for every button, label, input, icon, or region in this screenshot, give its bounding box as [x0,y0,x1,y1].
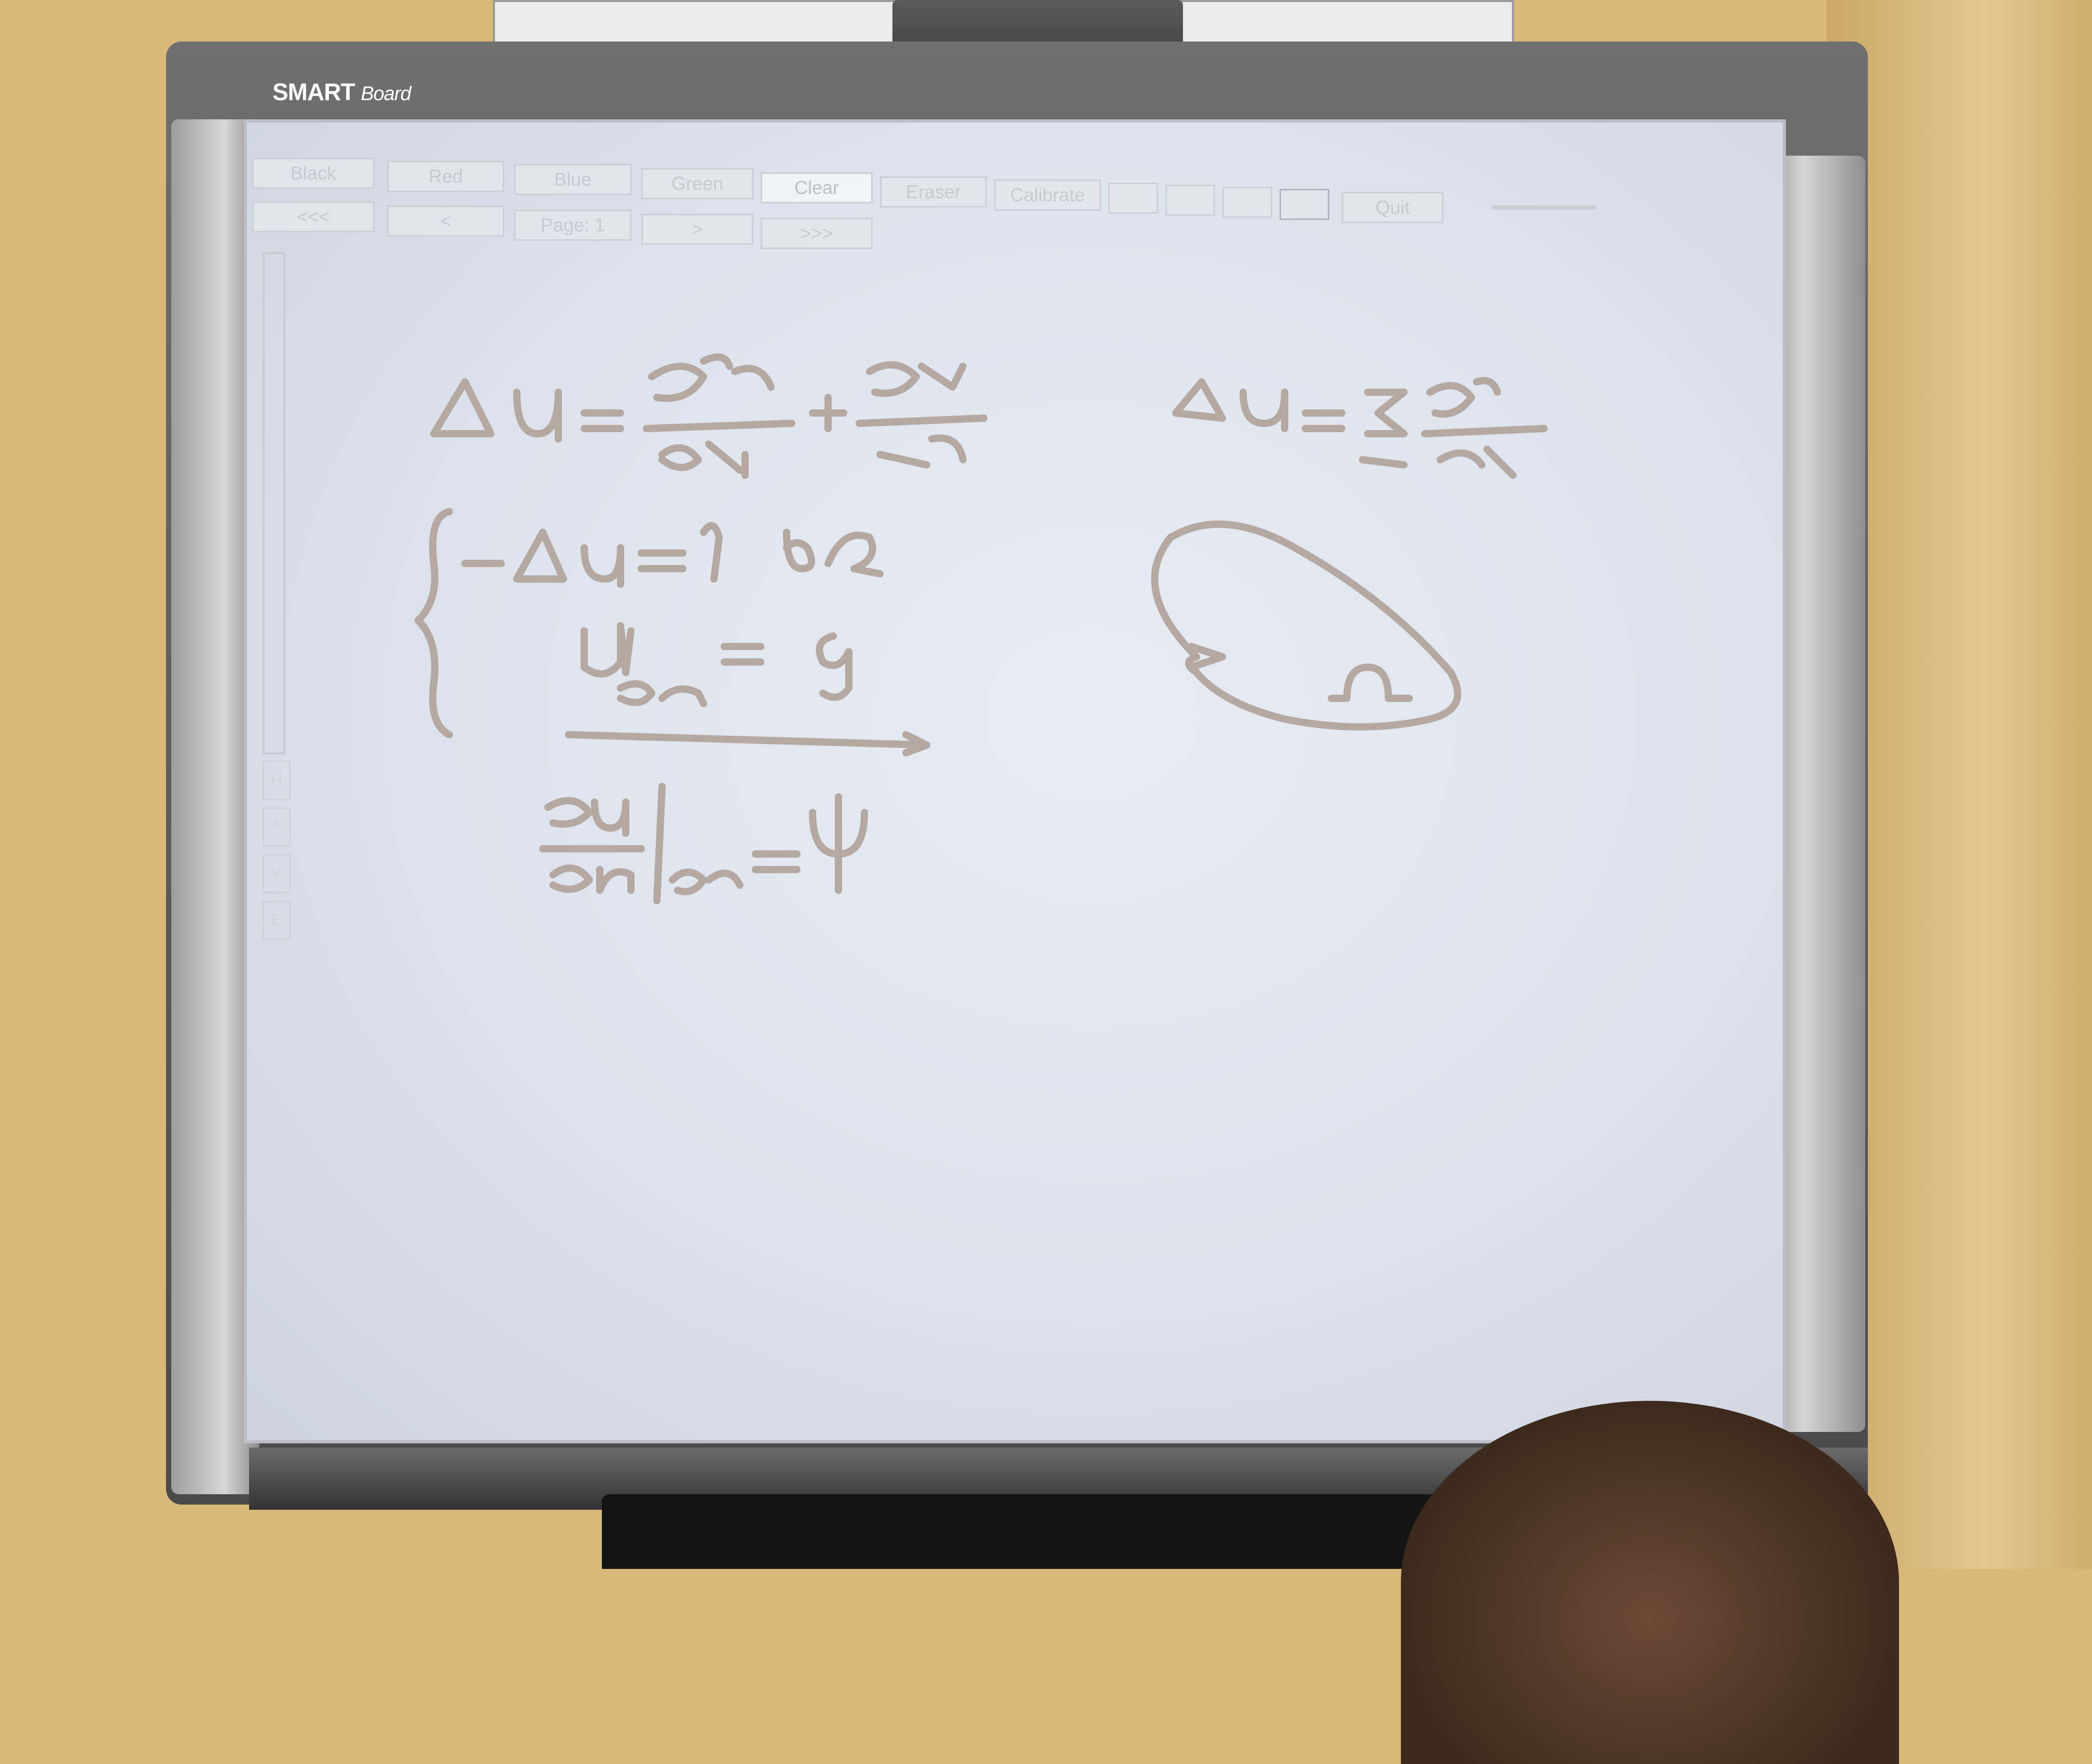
scroll-up-button[interactable]: ^ [263,807,291,847]
prev-page-button[interactable]: < [387,205,504,237]
page-indicator: Page: 1 [514,210,631,241]
color-blue-button[interactable]: Blue [514,164,631,195]
color-black-button[interactable]: Black [252,158,375,189]
clear-button[interactable]: Clear [761,172,873,203]
separator-arrow [569,735,927,753]
scroll-home-button[interactable]: H [263,761,291,800]
formula-poisson [465,526,880,584]
scroll-end-button[interactable]: E [263,901,291,940]
next-page-button[interactable]: > [641,214,753,245]
formula-laplacian-2d [434,357,984,475]
person-head [1401,1401,1899,1764]
brand-name: SMART [272,78,355,105]
formula-dirichlet [584,626,849,704]
color-red-button[interactable]: Red [387,161,504,192]
brand-logo [272,78,411,106]
eraser-button[interactable]: Eraser [880,176,987,208]
last-page-button[interactable]: >>> [761,218,873,249]
handwriting-layer [247,122,1783,1440]
scroll-down-button[interactable]: v [263,854,291,893]
first-page-button[interactable]: <<< [252,201,375,232]
monitor-top [602,1494,1484,1569]
formula-neumann [543,787,864,901]
domain-sketch [1155,524,1458,727]
formula-laplacian-nd [1176,381,1544,476]
system-brace [418,512,449,735]
brand-sub: Board [361,83,411,105]
quit-button[interactable]: Quit [1342,192,1443,223]
color-green-button[interactable]: Green [641,168,753,199]
calibrate-button[interactable]: Calibrate [994,180,1101,211]
board-surface[interactable] [244,119,1786,1443]
